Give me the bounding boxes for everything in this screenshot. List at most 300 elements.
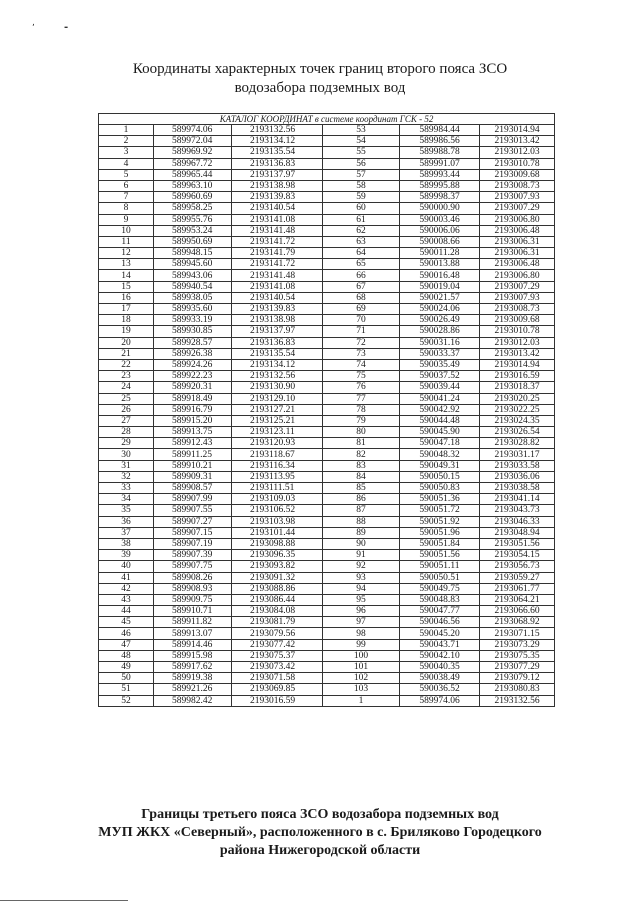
table-cell-x-coordinate: 589917.62 <box>154 662 232 673</box>
table-cell-point-number: 2 <box>99 136 154 147</box>
table-cell-y-coordinate: 2193141.08 <box>232 214 323 225</box>
table-cell-point-number: 44 <box>99 606 154 617</box>
footer-line-1: Границы третьего пояса ЗСО водозабора подземных вод <box>141 807 499 822</box>
table-cell-point-number: 38 <box>99 538 154 549</box>
table-cell-x-coordinate: 589924.26 <box>154 359 232 370</box>
table-cell-point-number: 25 <box>99 393 154 404</box>
table-cell-point-number: 58 <box>323 180 400 191</box>
table-cell-y-coordinate: 2193086.44 <box>232 594 323 605</box>
title-line-2: водозабора подземных вод <box>234 80 406 96</box>
table-row <box>99 393 555 404</box>
table-cell-point-number: 39 <box>99 550 154 561</box>
table-cell-point-number: 30 <box>99 449 154 460</box>
table-cell-y-coordinate: 2193111.51 <box>232 483 323 494</box>
table-cell-x-coordinate: 590013.88 <box>400 259 480 270</box>
table-cell-y-coordinate: 2193009.68 <box>480 315 555 326</box>
table-cell-point-number: 52 <box>99 695 154 706</box>
table-cell-x-coordinate: 589953.24 <box>154 225 232 236</box>
table-cell-x-coordinate: 589918.49 <box>154 393 232 404</box>
table-cell-x-coordinate: 589933.19 <box>154 315 232 326</box>
table-cell-x-coordinate: 589916.79 <box>154 404 232 415</box>
table-cell-x-coordinate: 590051.36 <box>400 494 480 505</box>
table-cell-x-coordinate: 589993.44 <box>400 169 480 180</box>
table-cell-point-number: 75 <box>323 371 400 382</box>
table-cell-x-coordinate: 589915.20 <box>154 415 232 426</box>
table-cell-y-coordinate: 2193010.78 <box>480 326 555 337</box>
table-cell-point-number: 53 <box>323 125 400 136</box>
table-cell-point-number: 63 <box>323 236 400 247</box>
table-cell-x-coordinate: 590051.56 <box>400 550 480 561</box>
document-footer <box>0 806 640 860</box>
table-cell-y-coordinate: 2193007.29 <box>480 203 555 214</box>
table-cell-point-number: 83 <box>323 460 400 471</box>
table-cell-y-coordinate: 2193054.15 <box>480 550 555 561</box>
table-cell-y-coordinate: 2193141.79 <box>232 248 323 259</box>
table-cell-x-coordinate: 589955.76 <box>154 214 232 225</box>
table-cell-point-number: 72 <box>323 337 400 348</box>
table-cell-point-number: 70 <box>323 315 400 326</box>
table-cell-point-number: 86 <box>323 494 400 505</box>
table-cell-point-number: 13 <box>99 259 154 270</box>
table-cell-y-coordinate: 2193106.52 <box>232 505 323 516</box>
table-cell-point-number: 5 <box>99 169 154 180</box>
table-cell-y-coordinate: 2193141.48 <box>232 270 323 281</box>
table-cell-point-number: 93 <box>323 572 400 583</box>
table-cell-y-coordinate: 2193006.80 <box>480 270 555 281</box>
table-cell-point-number: 78 <box>323 404 400 415</box>
table-cell-y-coordinate: 2193077.29 <box>480 662 555 673</box>
table-cell-y-coordinate: 2193138.98 <box>232 180 323 191</box>
table-cell-point-number: 64 <box>323 248 400 259</box>
table-cell-x-coordinate: 589915.98 <box>154 650 232 661</box>
table-cell-point-number: 97 <box>323 617 400 628</box>
table-cell-point-number: 21 <box>99 348 154 359</box>
table-cell-point-number: 74 <box>323 359 400 370</box>
table-cell-y-coordinate: 2193071.15 <box>480 628 555 639</box>
table-cell-x-coordinate: 590047.77 <box>400 606 480 617</box>
table-cell-x-coordinate: 590039.44 <box>400 382 480 393</box>
table-cell-point-number: 61 <box>323 214 400 225</box>
table-cell-point-number: 7 <box>99 192 154 203</box>
table-cell-y-coordinate: 2193014.94 <box>480 359 555 370</box>
table-cell-y-coordinate: 2193043.73 <box>480 505 555 516</box>
table-cell-x-coordinate: 589920.31 <box>154 382 232 393</box>
table-cell-y-coordinate: 2193022.25 <box>480 404 555 415</box>
table-cell-point-number: 10 <box>99 225 154 236</box>
table-cell-point-number: 102 <box>323 673 400 684</box>
table-cell-x-coordinate: 589982.42 <box>154 695 232 706</box>
table-cell-y-coordinate: 2193061.77 <box>480 583 555 594</box>
table-cell-y-coordinate: 2193132.56 <box>232 125 323 136</box>
table-cell-point-number: 65 <box>323 259 400 270</box>
table-cell-x-coordinate: 589908.57 <box>154 483 232 494</box>
table-cell-point-number: 100 <box>323 650 400 661</box>
table-row <box>99 483 555 494</box>
table-cell-point-number: 4 <box>99 158 154 169</box>
table-cell-y-coordinate: 2193141.72 <box>232 236 323 247</box>
table-cell-point-number: 45 <box>99 617 154 628</box>
table-row <box>99 326 555 337</box>
table-cell-x-coordinate: 590045.90 <box>400 427 480 438</box>
table-row <box>99 427 555 438</box>
table-cell-x-coordinate: 590024.06 <box>400 304 480 315</box>
table-row <box>99 270 555 281</box>
table-cell-point-number: 26 <box>99 404 154 415</box>
table-cell-y-coordinate: 2193138.98 <box>232 315 323 326</box>
table-cell-y-coordinate: 2193007.29 <box>480 281 555 292</box>
table-cell-x-coordinate: 590049.31 <box>400 460 480 471</box>
table-cell-y-coordinate: 2193080.83 <box>480 684 555 695</box>
table-cell-y-coordinate: 2193018.37 <box>480 382 555 393</box>
table-cell-x-coordinate: 589984.44 <box>400 125 480 136</box>
table-cell-x-coordinate: 589913.07 <box>154 628 232 639</box>
table-cell-y-coordinate: 2193008.73 <box>480 304 555 315</box>
table-cell-x-coordinate: 590043.71 <box>400 639 480 650</box>
table-cell-x-coordinate: 589907.99 <box>154 494 232 505</box>
table-cell-point-number: 51 <box>99 684 154 695</box>
table-cell-point-number: 66 <box>323 270 400 281</box>
table-cell-y-coordinate: 2193048.94 <box>480 527 555 538</box>
table-cell-point-number: 20 <box>99 337 154 348</box>
table-cell-x-coordinate: 589907.19 <box>154 538 232 549</box>
table-cell-x-coordinate: 590037.52 <box>400 371 480 382</box>
table-cell-x-coordinate: 589928.57 <box>154 337 232 348</box>
table-cell-point-number: 42 <box>99 583 154 594</box>
table-cell-point-number: 103 <box>323 684 400 695</box>
table-cell-point-number: 46 <box>99 628 154 639</box>
table-row <box>99 650 555 661</box>
table-cell-x-coordinate: 590049.75 <box>400 583 480 594</box>
table-cell-point-number: 11 <box>99 236 154 247</box>
table-row <box>99 662 555 673</box>
table-cell-y-coordinate: 2193068.92 <box>480 617 555 628</box>
table-cell-point-number: 47 <box>99 639 154 650</box>
table-cell-point-number: 94 <box>323 583 400 594</box>
table-row <box>99 192 555 203</box>
table-cell-y-coordinate: 2193031.17 <box>480 449 555 460</box>
table-cell-y-coordinate: 2193137.97 <box>232 169 323 180</box>
table-cell-x-coordinate: 590033.37 <box>400 348 480 359</box>
table-cell-point-number: 16 <box>99 292 154 303</box>
table-cell-y-coordinate: 2193103.98 <box>232 516 323 527</box>
table-cell-point-number: 79 <box>323 415 400 426</box>
table-row <box>99 348 555 359</box>
table-cell-x-coordinate: 589926.38 <box>154 348 232 359</box>
table-cell-y-coordinate: 2193098.88 <box>232 538 323 549</box>
table-cell-y-coordinate: 2193007.93 <box>480 292 555 303</box>
table-cell-x-coordinate: 589943.06 <box>154 270 232 281</box>
table-cell-x-coordinate: 590038.49 <box>400 673 480 684</box>
table-cell-x-coordinate: 589950.69 <box>154 236 232 247</box>
table-cell-point-number: 98 <box>323 628 400 639</box>
table-cell-y-coordinate: 2193012.03 <box>480 337 555 348</box>
table-cell-y-coordinate: 2193041.14 <box>480 494 555 505</box>
table-cell-y-coordinate: 2193088.86 <box>232 583 323 594</box>
table-row <box>99 214 555 225</box>
table-row <box>99 527 555 538</box>
table-cell-x-coordinate: 589908.26 <box>154 572 232 583</box>
table-cell-x-coordinate: 589909.31 <box>154 471 232 482</box>
table-cell-y-coordinate: 2193091.32 <box>232 572 323 583</box>
table-cell-y-coordinate: 2193046.33 <box>480 516 555 527</box>
table-row <box>99 438 555 449</box>
table-cell-y-coordinate: 2193113.95 <box>232 471 323 482</box>
table-cell-x-coordinate: 589967.72 <box>154 158 232 169</box>
table-row <box>99 147 555 158</box>
table-cell-y-coordinate: 2193075.37 <box>232 650 323 661</box>
table-cell-x-coordinate: 590051.96 <box>400 527 480 538</box>
table-cell-point-number: 92 <box>323 561 400 572</box>
table-cell-x-coordinate: 589963.10 <box>154 180 232 191</box>
table-cell-x-coordinate: 589919.38 <box>154 673 232 684</box>
table-row <box>99 315 555 326</box>
table-cell-y-coordinate: 2193116.34 <box>232 460 323 471</box>
table-cell-y-coordinate: 2193137.97 <box>232 326 323 337</box>
table-cell-y-coordinate: 2193038.58 <box>480 483 555 494</box>
table-cell-x-coordinate: 590016.48 <box>400 270 480 281</box>
table-cell-point-number: 35 <box>99 505 154 516</box>
table-cell-y-coordinate: 2193036.06 <box>480 471 555 482</box>
table-cell-point-number: 17 <box>99 304 154 315</box>
table-cell-x-coordinate: 590011.28 <box>400 248 480 259</box>
table-row <box>99 673 555 684</box>
table-cell-y-coordinate: 2193127.21 <box>232 404 323 415</box>
table-cell-y-coordinate: 2193071.58 <box>232 673 323 684</box>
table-cell-x-coordinate: 589988.78 <box>400 147 480 158</box>
table-cell-x-coordinate: 590042.92 <box>400 404 480 415</box>
table-cell-y-coordinate: 2193073.42 <box>232 662 323 673</box>
table-cell-y-coordinate: 2193141.08 <box>232 281 323 292</box>
table-row <box>99 225 555 236</box>
table-cell-x-coordinate: 589910.21 <box>154 460 232 471</box>
table-cell-y-coordinate: 2193033.58 <box>480 460 555 471</box>
table-cell-x-coordinate: 590051.84 <box>400 538 480 549</box>
table-cell-y-coordinate: 2193130.90 <box>232 382 323 393</box>
table-cell-y-coordinate: 2193009.68 <box>480 169 555 180</box>
table-cell-y-coordinate: 2193024.35 <box>480 415 555 426</box>
table-row <box>99 538 555 549</box>
table-cell-y-coordinate: 2193077.42 <box>232 639 323 650</box>
table-cell-x-coordinate: 589922.23 <box>154 371 232 382</box>
table-cell-x-coordinate: 590003.46 <box>400 214 480 225</box>
table-cell-point-number: 40 <box>99 561 154 572</box>
table-cell-x-coordinate: 589921.26 <box>154 684 232 695</box>
table-cell-point-number: 27 <box>99 415 154 426</box>
table-cell-y-coordinate: 2193013.42 <box>480 348 555 359</box>
table-row <box>99 203 555 214</box>
table-row <box>99 180 555 191</box>
table-cell-point-number: 91 <box>323 550 400 561</box>
table-row <box>99 158 555 169</box>
table-cell-point-number: 57 <box>323 169 400 180</box>
table-cell-x-coordinate: 590047.18 <box>400 438 480 449</box>
table-row <box>99 494 555 505</box>
table-cell-y-coordinate: 2193139.83 <box>232 304 323 315</box>
table-cell-point-number: 14 <box>99 270 154 281</box>
table-cell-x-coordinate: 589907.75 <box>154 561 232 572</box>
table-cell-x-coordinate: 590048.32 <box>400 449 480 460</box>
table-cell-y-coordinate: 2193020.25 <box>480 393 555 404</box>
table-row <box>99 695 555 706</box>
table-row <box>99 628 555 639</box>
table-cell-x-coordinate: 589935.60 <box>154 304 232 315</box>
table-cell-point-number: 101 <box>323 662 400 673</box>
table-cell-y-coordinate: 2193016.59 <box>232 695 323 706</box>
table-cell-point-number: 1 <box>323 695 400 706</box>
table-cell-y-coordinate: 2193006.80 <box>480 214 555 225</box>
table-row <box>99 259 555 270</box>
table-cell-y-coordinate: 2193140.54 <box>232 292 323 303</box>
table-cell-y-coordinate: 2193132.56 <box>232 371 323 382</box>
table-row <box>99 617 555 628</box>
table-row <box>99 684 555 695</box>
table-row <box>99 304 555 315</box>
table-cell-point-number: 85 <box>323 483 400 494</box>
table-cell-point-number: 12 <box>99 248 154 259</box>
table-cell-y-coordinate: 2193006.48 <box>480 225 555 236</box>
table-cell-x-coordinate: 590028.86 <box>400 326 480 337</box>
table-cell-point-number: 15 <box>99 281 154 292</box>
table-cell-x-coordinate: 590051.72 <box>400 505 480 516</box>
table-cell-y-coordinate: 2193006.31 <box>480 248 555 259</box>
table-cell-y-coordinate: 2193014.94 <box>480 125 555 136</box>
table-cell-y-coordinate: 2193125.21 <box>232 415 323 426</box>
table-cell-point-number: 1 <box>99 125 154 136</box>
table-cell-y-coordinate: 2193008.73 <box>480 180 555 191</box>
table-cell-x-coordinate: 590050.83 <box>400 483 480 494</box>
table-row <box>99 136 555 147</box>
table-cell-x-coordinate: 589974.06 <box>154 125 232 136</box>
table-cell-x-coordinate: 590031.16 <box>400 337 480 348</box>
table-cell-y-coordinate: 2193129.10 <box>232 393 323 404</box>
table-cell-x-coordinate: 590040.35 <box>400 662 480 673</box>
table-cell-y-coordinate: 2193069.85 <box>232 684 323 695</box>
table-cell-point-number: 89 <box>323 527 400 538</box>
table-cell-point-number: 32 <box>99 471 154 482</box>
table-cell-y-coordinate: 2193026.54 <box>480 427 555 438</box>
table-cell-x-coordinate: 589986.56 <box>400 136 480 147</box>
table-cell-point-number: 31 <box>99 460 154 471</box>
table-cell-point-number: 96 <box>323 606 400 617</box>
table-cell-point-number: 43 <box>99 594 154 605</box>
table-cell-point-number: 33 <box>99 483 154 494</box>
table-row <box>99 404 555 415</box>
table-cell-y-coordinate: 2193051.56 <box>480 538 555 549</box>
table-cell-point-number: 3 <box>99 147 154 158</box>
table-cell-y-coordinate: 2193084.08 <box>232 606 323 617</box>
table-cell-y-coordinate: 2193006.31 <box>480 236 555 247</box>
table-cell-point-number: 24 <box>99 382 154 393</box>
table-cell-point-number: 55 <box>323 147 400 158</box>
table-cell-x-coordinate: 589907.15 <box>154 527 232 538</box>
table-cell-x-coordinate: 590042.10 <box>400 650 480 661</box>
table-cell-y-coordinate: 2193123.11 <box>232 427 323 438</box>
table-cell-x-coordinate: 590045.20 <box>400 628 480 639</box>
table-cell-x-coordinate: 589914.46 <box>154 639 232 650</box>
table-cell-point-number: 71 <box>323 326 400 337</box>
bottom-rule <box>0 900 128 901</box>
table-cell-x-coordinate: 589960.69 <box>154 192 232 203</box>
table-cell-x-coordinate: 590008.66 <box>400 236 480 247</box>
table-cell-point-number: 68 <box>323 292 400 303</box>
table-cell-point-number: 22 <box>99 359 154 370</box>
table-cell-y-coordinate: 2193079.12 <box>480 673 555 684</box>
footer-line-3: района Нижегородской области <box>219 843 421 858</box>
table-cell-y-coordinate: 2193140.54 <box>232 203 323 214</box>
table-cell-x-coordinate: 589910.71 <box>154 606 232 617</box>
table-cell-point-number: 84 <box>323 471 400 482</box>
table-cell-point-number: 67 <box>323 281 400 292</box>
table-cell-y-coordinate: 2193028.82 <box>480 438 555 449</box>
table-row <box>99 471 555 482</box>
table-cell-point-number: 23 <box>99 371 154 382</box>
table-row <box>99 572 555 583</box>
document-title <box>0 60 640 98</box>
table-cell-y-coordinate: 2193012.03 <box>480 147 555 158</box>
table-cell-x-coordinate: 590041.24 <box>400 393 480 404</box>
table-cell-point-number: 80 <box>323 427 400 438</box>
table-cell-x-coordinate: 589965.44 <box>154 169 232 180</box>
title-line-1: Координаты характерных точек границ второго пояса ЗСО <box>132 61 508 77</box>
table-row <box>99 169 555 180</box>
table-cell-x-coordinate: 590000.90 <box>400 203 480 214</box>
footer-line-2: МУП ЖКХ «Северный», расположенного в с. Бриляково Городецкого <box>98 825 542 840</box>
table-cell-point-number: 19 <box>99 326 154 337</box>
table-cell-x-coordinate: 589938.05 <box>154 292 232 303</box>
table-cell-point-number: 18 <box>99 315 154 326</box>
table-row <box>99 359 555 370</box>
table-cell-x-coordinate: 590051.11 <box>400 561 480 572</box>
table-cell-x-coordinate: 589972.04 <box>154 136 232 147</box>
table-cell-x-coordinate: 590046.56 <box>400 617 480 628</box>
table-row <box>99 382 555 393</box>
table-cell-x-coordinate: 590006.06 <box>400 225 480 236</box>
table-row <box>99 415 555 426</box>
table-cell-y-coordinate: 2193120.93 <box>232 438 323 449</box>
scan-tick-mark: , <box>32 18 35 28</box>
table-row <box>99 561 555 572</box>
table-cell-y-coordinate: 2193141.72 <box>232 259 323 270</box>
table-cell-x-coordinate: 589911.25 <box>154 449 232 460</box>
table-cell-x-coordinate: 589969.92 <box>154 147 232 158</box>
table-row <box>99 505 555 516</box>
catalog-header-row <box>99 114 555 125</box>
table-cell-point-number: 81 <box>323 438 400 449</box>
table-cell-point-number: 59 <box>323 192 400 203</box>
table-cell-point-number: 60 <box>323 203 400 214</box>
table-cell-y-coordinate: 2193081.79 <box>232 617 323 628</box>
table-row <box>99 639 555 650</box>
coordinate-catalog-table <box>98 113 555 707</box>
table-row <box>99 583 555 594</box>
table-cell-x-coordinate: 590035.49 <box>400 359 480 370</box>
table-cell-x-coordinate: 590051.92 <box>400 516 480 527</box>
table-cell-y-coordinate: 2193073.29 <box>480 639 555 650</box>
table-cell-y-coordinate: 2193066.60 <box>480 606 555 617</box>
table-cell-x-coordinate: 589995.88 <box>400 180 480 191</box>
table-cell-point-number: 69 <box>323 304 400 315</box>
table-cell-y-coordinate: 2193013.42 <box>480 136 555 147</box>
table-cell-x-coordinate: 589991.07 <box>400 158 480 169</box>
table-row <box>99 125 555 136</box>
table-row <box>99 460 555 471</box>
table-cell-point-number: 73 <box>323 348 400 359</box>
table-cell-y-coordinate: 2193010.78 <box>480 158 555 169</box>
table-cell-point-number: 6 <box>99 180 154 191</box>
table-cell-point-number: 77 <box>323 393 400 404</box>
table-cell-point-number: 54 <box>323 136 400 147</box>
table-cell-x-coordinate: 589974.06 <box>400 695 480 706</box>
